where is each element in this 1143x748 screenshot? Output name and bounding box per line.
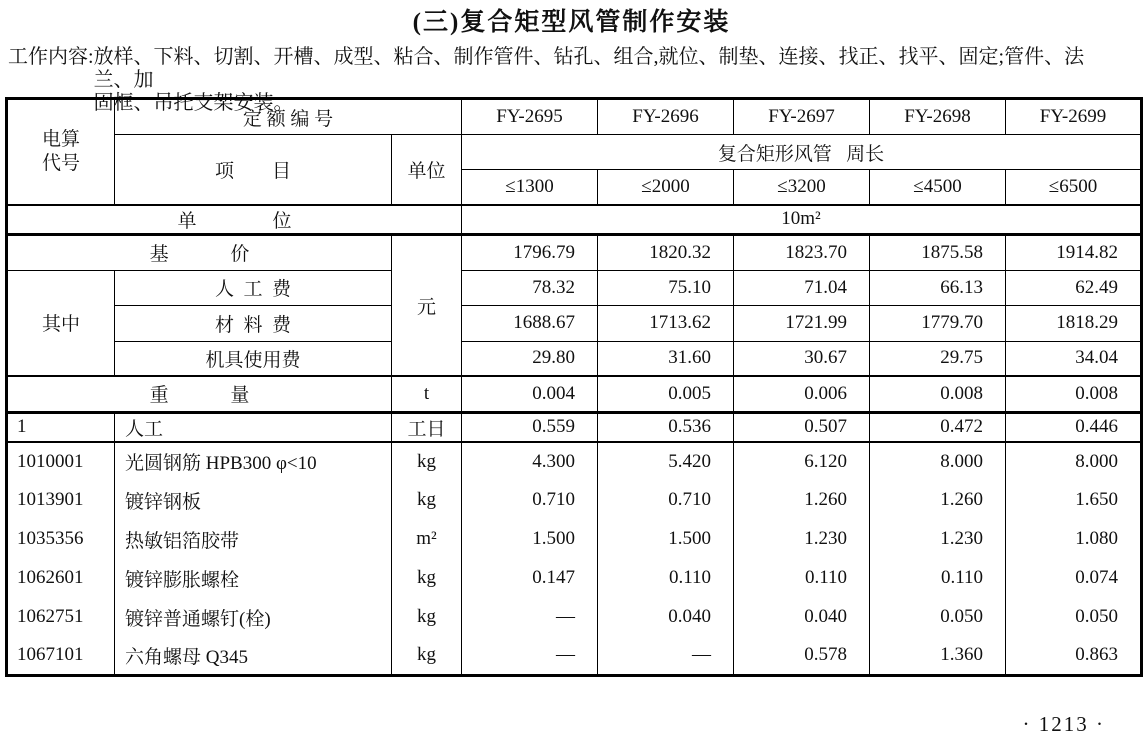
header-computer-code-line-2: 代号 [41,152,80,174]
item-value: 0.446 [1006,412,1142,442]
item-code: 1035356 [7,520,115,559]
item-value: 5.420 [598,442,734,481]
labor-fee-value: 66.13 [870,270,1006,305]
item-value: 0.110 [734,559,870,598]
item-name: 镀锌普通螺钉(栓) [115,598,392,637]
item-unit: m² [392,520,462,559]
item-value: 0.040 [734,598,870,637]
item-code: 1010001 [7,442,115,481]
labor-fee-value: 78.32 [462,270,598,305]
material-fee-value: 1688.67 [462,305,598,341]
quota-table [5,97,1143,677]
material-fee-label: 材 料 费 [115,305,392,341]
item-value: 8.000 [870,442,1006,481]
item-unit: kg [392,637,462,676]
item-value: 1.360 [870,637,1006,676]
girth-value-2: ≤2000 [598,170,734,205]
header-unit-label: 单位 [392,135,462,205]
work-content-line-1: 放样、下料、切割、开槽、成型、粘合、制作管件、钻孔、组合,就位、制垫、连接、找正、找平、固定;管件、法兰、加 [93,46,1085,91]
item-unit: 工日 [392,412,462,442]
item-value: 0.050 [870,598,1006,637]
machinery-fee-value: 29.80 [462,341,598,376]
unit-row-label: 单 位 [7,205,462,235]
work-content-line-2: 固框、吊托支架安装。 [93,92,294,114]
item-value: 0.074 [1006,559,1142,598]
girth-value-1: ≤1300 [462,170,598,205]
machinery-fee-value: 31.60 [598,341,734,376]
quota-number-fy-2698: FY-2698 [870,99,1006,135]
girth-value-3: ≤3200 [734,170,870,205]
unit-row-value: 10m² [462,205,1142,235]
item-value: 0.040 [598,598,734,637]
currency-unit-label: 元 [392,234,462,376]
header-quota-number-label: 定 额 编 号 [115,99,462,135]
base-price-value: 1914.82 [1006,234,1142,270]
among-which-label: 其中 [7,270,115,376]
item-code: 1067101 [7,637,115,676]
item-value: 8.000 [1006,442,1142,481]
item-value: 0.050 [1006,598,1142,637]
item-value: 1.500 [462,520,598,559]
weight-label: 重 量 [7,376,392,412]
item-value: 0.559 [462,412,598,442]
item-value: 1.500 [598,520,734,559]
quota-number-fy-2696: FY-2696 [598,99,734,135]
item-name: 六角螺母 Q345 [115,637,392,676]
weight-value: 0.004 [462,376,598,412]
girth-value-5: ≤6500 [1006,170,1142,205]
item-name: 光圆钢筋 HPB300 φ<10 [115,442,392,481]
duct-girth-span-label: 复合矩形风管 周长 [462,135,1142,170]
header-item-label: 项 目 [115,135,392,205]
item-value: 0.507 [734,412,870,442]
material-fee-value: 1721.99 [734,305,870,341]
item-name: 镀锌膨胀螺栓 [115,559,392,598]
quota-number-fy-2695: FY-2695 [462,99,598,135]
item-value: 0.110 [870,559,1006,598]
machinery-fee-value: 29.75 [870,341,1006,376]
labor-fee-value: 62.49 [1006,270,1142,305]
page-number: · 1213 · [1022,712,1105,736]
item-name: 镀锌钢板 [115,481,392,520]
page-title: (三)复合矩型风管制作安装 [412,9,731,36]
base-price-value: 1823.70 [734,234,870,270]
item-value: — [462,637,598,676]
item-value: 1.650 [1006,481,1142,520]
item-value: 0.472 [870,412,1006,442]
item-value: 6.120 [734,442,870,481]
item-unit: kg [392,442,462,481]
item-value: — [598,637,734,676]
item-name: 人工 [115,412,392,442]
labor-fee-label: 人 工 费 [115,270,392,305]
weight-value: 0.008 [1006,376,1142,412]
item-value: 0.110 [598,559,734,598]
base-price-value: 1875.58 [870,234,1006,270]
item-value: 0.147 [462,559,598,598]
header-computer-code-line-1: 电算 [41,128,80,150]
labor-fee-value: 71.04 [734,270,870,305]
item-unit: kg [392,598,462,637]
weight-unit: t [392,376,462,412]
item-code: 1062751 [7,598,115,637]
item-unit: kg [392,559,462,598]
item-value: 0.710 [598,481,734,520]
labor-fee-value: 75.10 [598,270,734,305]
item-value: 1.260 [734,481,870,520]
work-content-label: 工作内容: [8,46,94,68]
weight-value: 0.008 [870,376,1006,412]
item-value: 1.230 [734,520,870,559]
base-price-value: 1820.32 [598,234,734,270]
item-value: 1.080 [1006,520,1142,559]
machinery-fee-value: 30.67 [734,341,870,376]
item-unit: kg [392,481,462,520]
item-value: 0.710 [462,481,598,520]
material-fee-value: 1713.62 [598,305,734,341]
quota-number-fy-2697: FY-2697 [734,99,870,135]
girth-value-4: ≤4500 [870,170,1006,205]
item-value: 0.578 [734,637,870,676]
item-code: 1 [7,412,115,442]
item-code: 1062601 [7,559,115,598]
base-price-label: 基 价 [7,234,392,270]
item-name: 热敏铝箔胶带 [115,520,392,559]
material-fee-value: 1818.29 [1006,305,1142,341]
base-price-value: 1796.79 [462,234,598,270]
item-value: 1.260 [870,481,1006,520]
machinery-fee-label: 机具使用费 [115,341,392,376]
material-fee-value: 1779.70 [870,305,1006,341]
quota-number-fy-2699: FY-2699 [1006,99,1142,135]
item-value: 1.230 [870,520,1006,559]
weight-value: 0.006 [734,376,870,412]
item-value: 0.863 [1006,637,1142,676]
item-value: — [462,598,598,637]
item-value: 4.300 [462,442,598,481]
item-value: 0.536 [598,412,734,442]
header-computer-code-label [7,99,115,205]
weight-value: 0.005 [598,376,734,412]
machinery-fee-value: 34.04 [1006,341,1142,376]
item-code: 1013901 [7,481,115,520]
